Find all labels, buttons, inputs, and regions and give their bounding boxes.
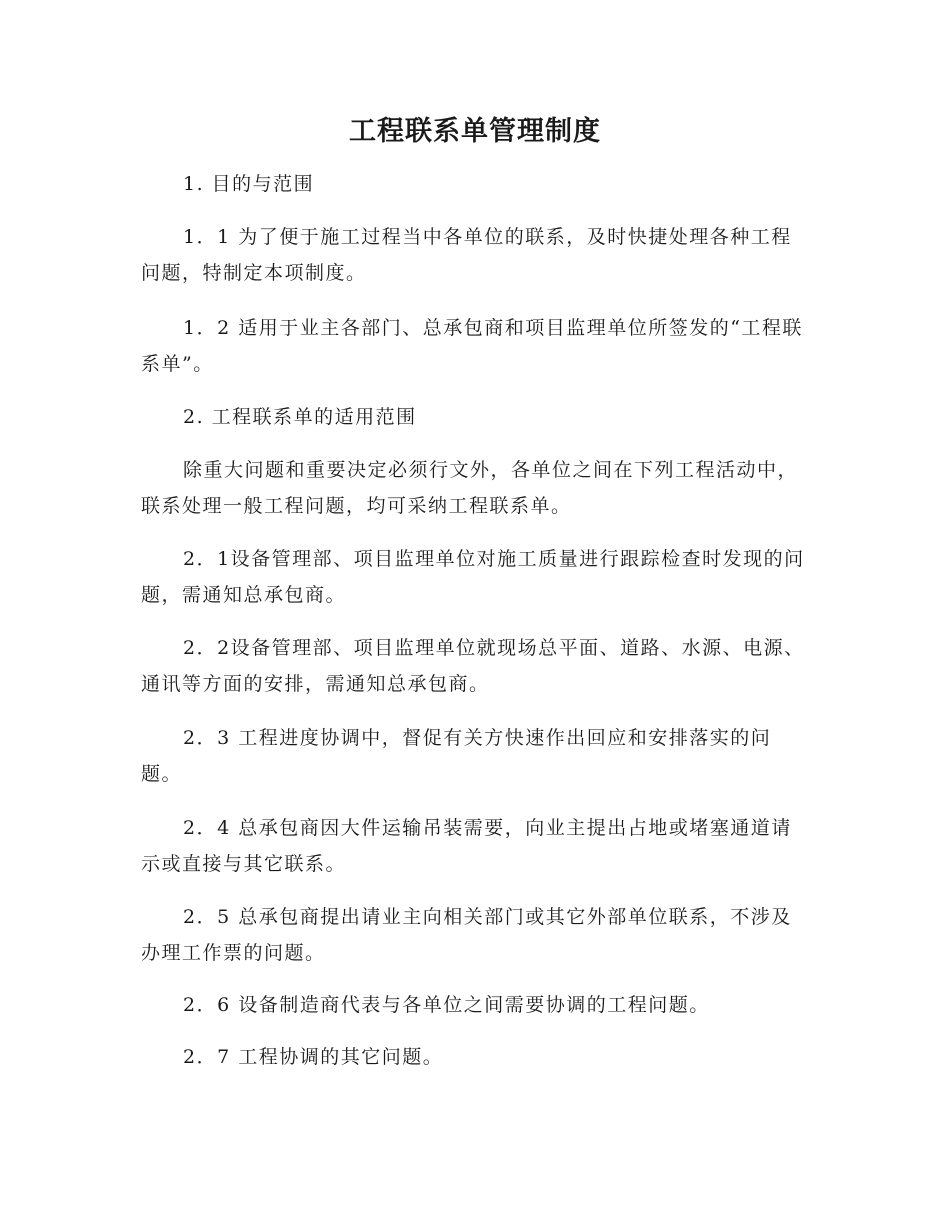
- paragraph-2-intro: 除重大问题和重要决定必须行文外，各单位之间在下列工程活动中，联系处理一般工程问题，均可采纳工程联系单。: [141, 459, 799, 517]
- paragraph-2-7: 2．7 工程协调的其它问题。: [183, 1046, 444, 1068]
- paragraph-2-1: 2．1设备管理部、项目监理单位对施工质量进行跟踪检查时发现的问题，需通知总承包商。: [141, 548, 805, 606]
- paragraph-2-6: 2．6 设备制造商代表与各单位之间需要协调的工程问题。: [183, 994, 710, 1016]
- section-heading-1: 1. 目的与范围: [183, 173, 315, 195]
- paragraph-2-4: 2．4 总承包商因大件运输吊装需要，向业主提出占地或堵塞通道请示或直接与其它联系。: [141, 817, 792, 875]
- paragraph-2-2: 2．2设备管理部、项目监理单位就现场总平面、道路、水源、电源、通讯等方面的安排，需通知总承包商。: [141, 637, 805, 695]
- paragraph-2-5: 2．5 总承包商提出请业主向相关部门或其它外部单位联系，不涉及办理工作票的问题。: [141, 906, 792, 964]
- section-heading-2: 2. 工程联系单的适用范围: [183, 406, 417, 428]
- document-title: 工程联系单管理制度: [349, 116, 601, 147]
- paragraph-1-2: 1．2 适用于业主各部门、总承包商和项目监理单位所签发的“工程联系单”。: [141, 317, 803, 375]
- paragraph-1-1: 1．1 为了便于施工过程当中各单位的联系，及时快捷处理各种工程问题，特制定本项制度。: [141, 226, 792, 284]
- paragraph-2-3: 2．3 工程进度协调中，督促有关方快速作出回应和安排落实的问题。: [141, 727, 772, 785]
